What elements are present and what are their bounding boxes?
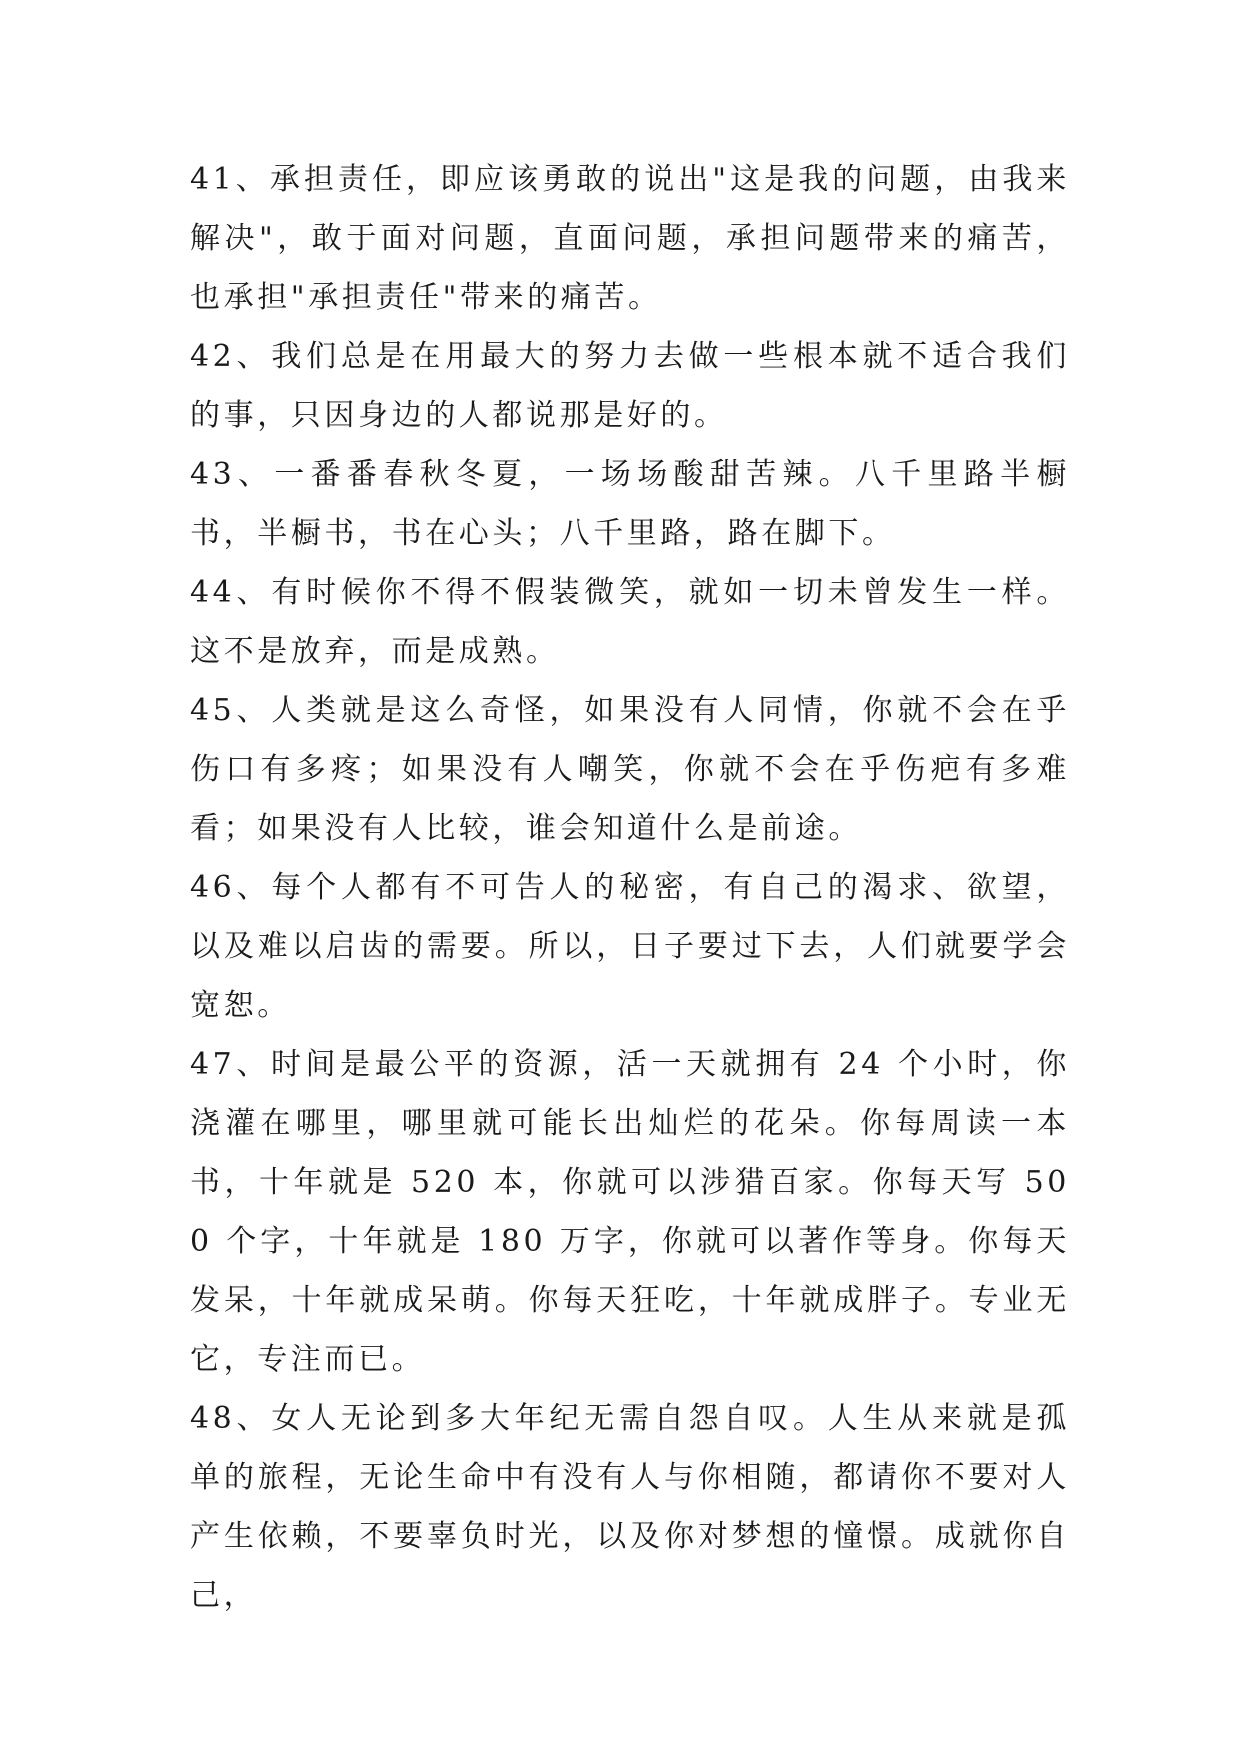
document-body [190, 150, 1070, 1625]
paragraph-42: 42、我们总是在用最大的努力去做一些根本就不适合我们的事，只因身边的人都说那是好的。 [190, 339, 1070, 433]
paragraph-48: 48、女人无论到多大年纪无需自怨自叹。人生从来就是孤单的旅程，无论生命中有没有人与你相随，都请你不要对人产生依赖，不要辜负时光，以及你对梦想的憧憬。成就你自己， [190, 1401, 1070, 1613]
paragraph-43: 43、一番番春秋冬夏，一场场酸甜苦辣。八千里路半橱书，半橱书，书在心头；八千里路，路在脚下。 [190, 457, 1070, 551]
paragraph-46: 46、每个人都有不可告人的秘密，有自己的渴求、欲望，以及难以启齿的需要。所以，日子要过下去，人们就要学会宽恕。 [190, 870, 1070, 1023]
paragraph-44: 44、有时候你不得不假装微笑，就如一切未曾发生一样。这不是放弃，而是成熟。 [190, 575, 1070, 669]
paragraph-45: 45、人类就是这么奇怪，如果没有人同情，你就不会在乎伤口有多疼；如果没有人嘲笑，你就不会在乎伤疤有多难看；如果没有人比较，谁会知道什么是前途。 [190, 693, 1070, 846]
paragraph-41: 41、承担责任，即应该勇敢的说出"这是我的问题，由我来解决"，敢于面对问题，直面问题，承担问题带来的痛苦，也承担"承担责任"带来的痛苦。 [190, 162, 1070, 315]
paragraph-47: 47、时间是最公平的资源，活一天就拥有 24 个小时，你浇灌在哪里，哪里就可能长出灿烂的花朵。你每周读一本书，十年就是 520 本，你就可以涉猎百家。你每天写 500 个字，十年就是 180 万字，你就可以著作等身。你每天发呆，十年就成呆萌。你每天狂吃，十年就成胖子。专业无它，专注而已。 [190, 1047, 1070, 1377]
